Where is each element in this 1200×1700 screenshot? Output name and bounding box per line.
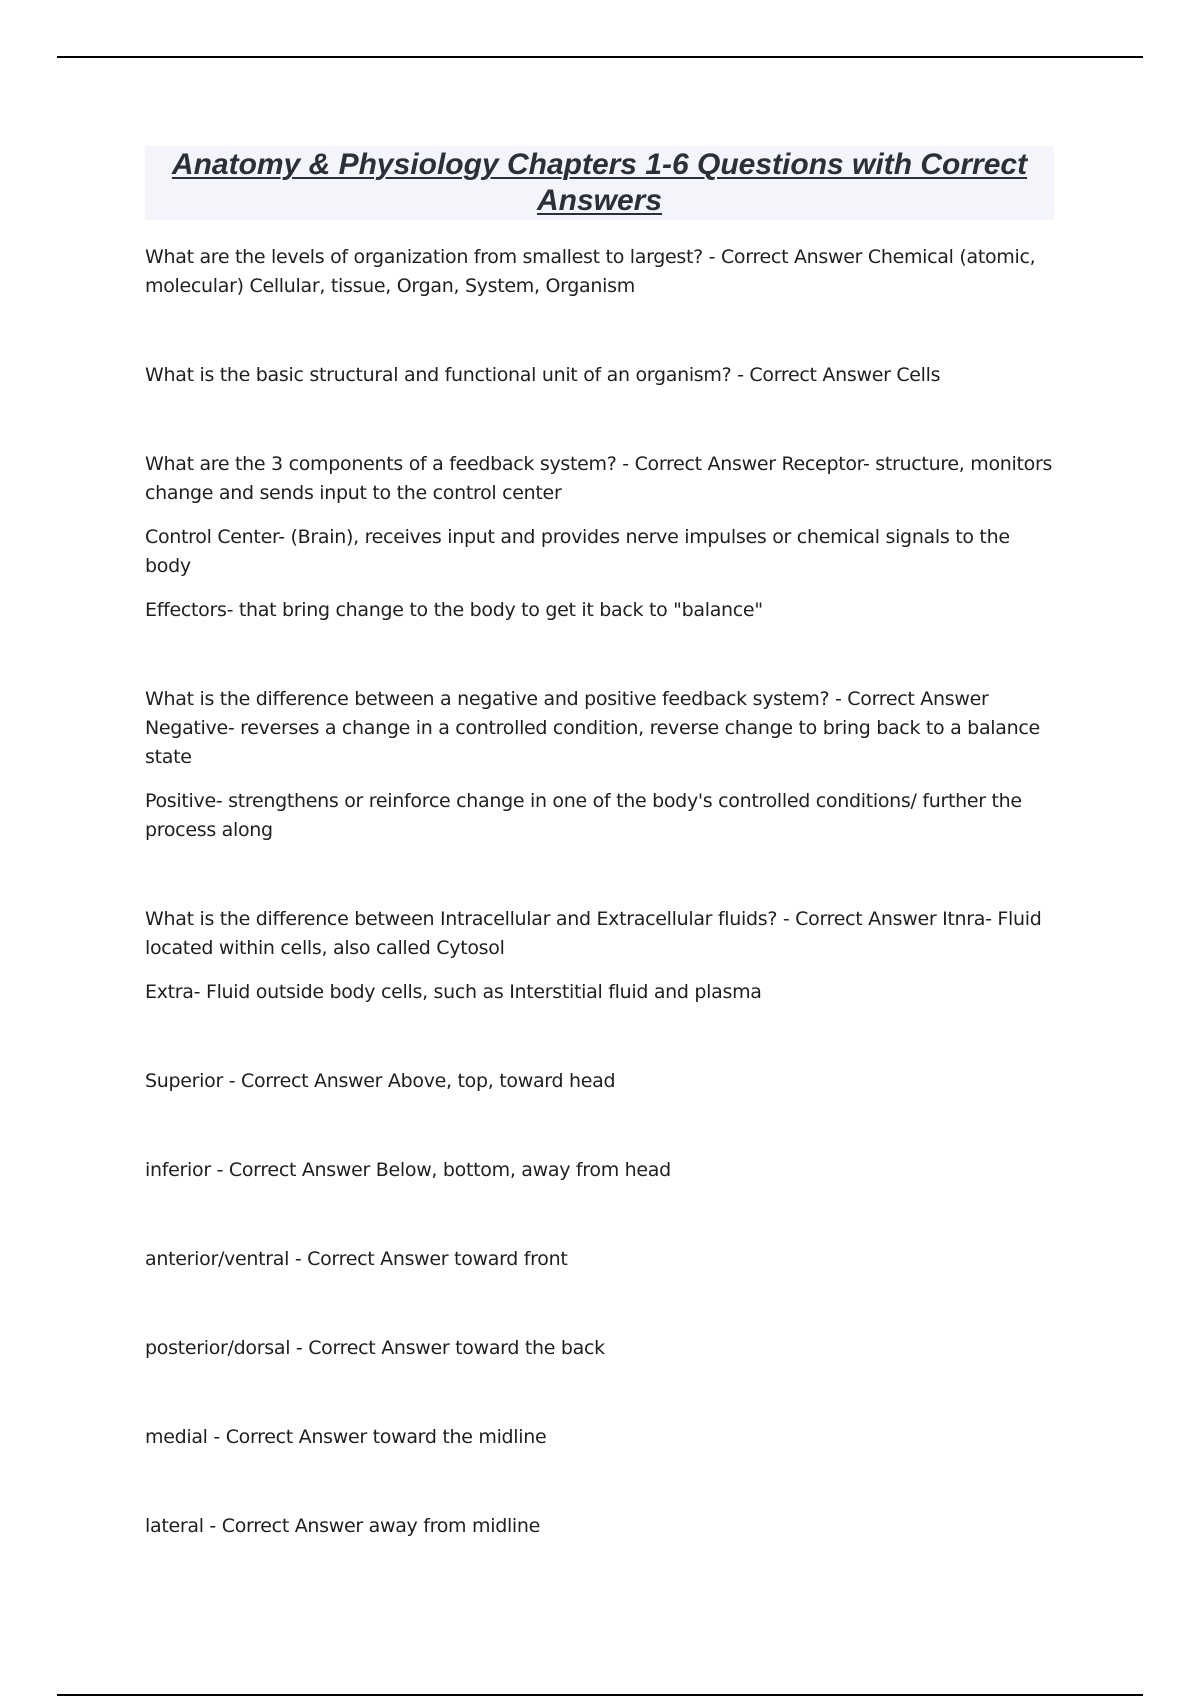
qa-entry	[145, 1245, 1055, 1274]
qa-entry	[145, 685, 1055, 845]
qa-paragraph: Positive- strengthens or reinforce change in one of the body's controlled conditions/ further the process along	[145, 790, 1022, 841]
qa-paragraph: What is the difference between a negative and positive feedback system? - Correct Answer Negative- reverses a change in a controlled condition, reverse change to bring back to a balance state	[145, 688, 1040, 768]
qa-paragraph: What are the levels of organization from smallest to largest? - Correct Answer Chemical (atomic, molecular) Cellular, tissue, Organ, System, Organism	[145, 246, 1036, 297]
qa-entry	[145, 1067, 1055, 1096]
qa-paragraph: Extra- Fluid outside body cells, such as Interstitial fluid and plasma	[145, 981, 762, 1003]
bottom-rule	[57, 1694, 1143, 1696]
qa-paragraph: Superior - Correct Answer Above, top, toward head	[145, 1070, 616, 1092]
qa-paragraph: What is the difference between Intracellular and Extracellular fluids? - Correct Answer Itnra- Fluid located within cells, also called Cytosol	[145, 908, 1042, 959]
qa-paragraph: inferior - Correct Answer Below, bottom, away from head	[145, 1159, 671, 1181]
page-title: Anatomy & Physiology Chapters 1-6 Questions with Correct Answers	[171, 148, 1028, 217]
qa-paragraph: medial - Correct Answer toward the midline	[145, 1426, 547, 1448]
qa-entry	[145, 243, 1055, 301]
title-banner	[145, 146, 1054, 220]
qa-entry	[145, 1334, 1055, 1363]
qa-paragraph: What are the 3 components of a feedback system? - Correct Answer Receptor- structure, monitors change and sends input to the control center	[145, 453, 1053, 504]
qa-paragraph: lateral - Correct Answer away from midline	[145, 1515, 541, 1537]
top-rule	[57, 56, 1143, 58]
qa-paragraph: anterior/ventral - Correct Answer toward front	[145, 1248, 568, 1270]
qa-paragraph: Control Center- (Brain), receives input and provides nerve impulses or chemical signals to the body	[145, 526, 1010, 577]
qa-entry	[145, 361, 1055, 390]
qa-paragraph: Effectors- that bring change to the body to get it back to "balance"	[145, 599, 763, 621]
qa-entry	[145, 450, 1055, 625]
qa-entry	[145, 1156, 1055, 1185]
qa-entry	[145, 905, 1055, 1007]
qa-paragraph: What is the basic structural and functional unit of an organism? - Correct Answer Cells	[145, 364, 941, 386]
qa-content	[145, 243, 1055, 1601]
qa-entry	[145, 1423, 1055, 1452]
qa-entry	[145, 1512, 1055, 1541]
qa-paragraph: posterior/dorsal - Correct Answer toward the back	[145, 1337, 605, 1359]
